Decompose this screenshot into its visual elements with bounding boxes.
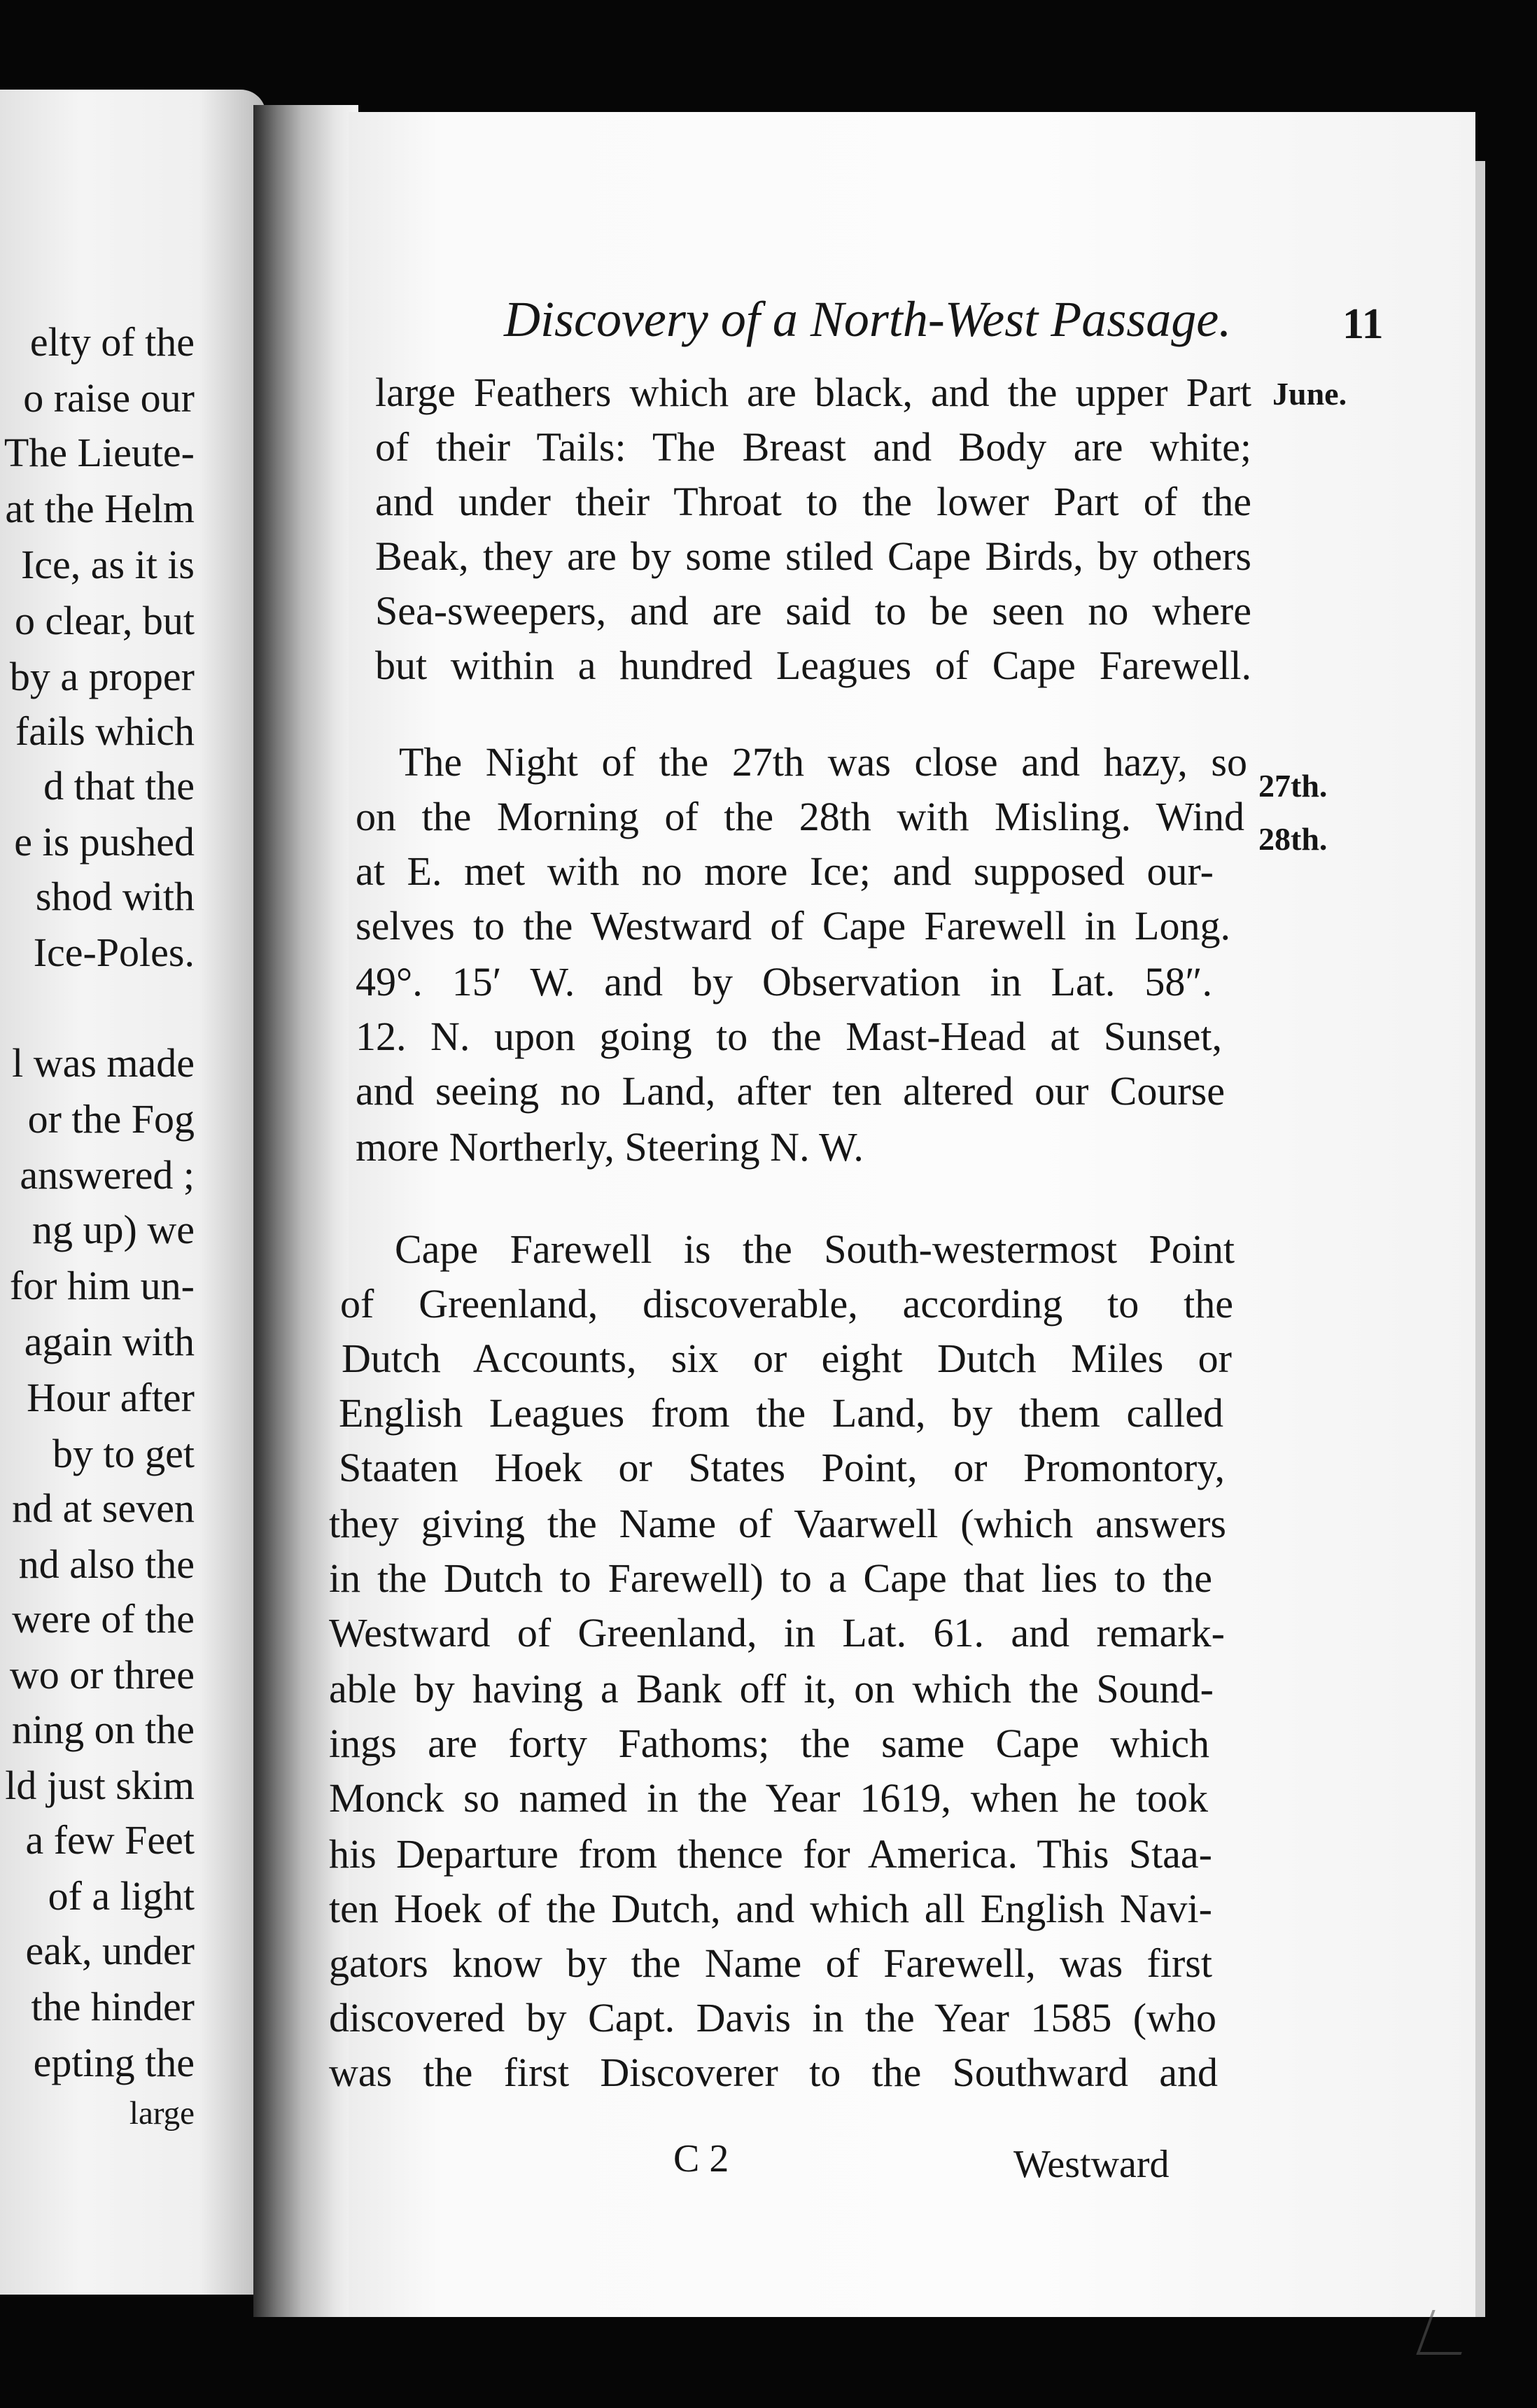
text-line: of Greenland, discoverable, according to the bbox=[340, 1281, 1233, 1326]
text-line: Staaten Hoek or States Point, or Promontory, bbox=[339, 1445, 1225, 1490]
text-line: 49°. 15′ W. and by Observation in Lat. 58″. bbox=[356, 959, 1212, 1004]
previous-page-line: e is pushed bbox=[14, 819, 195, 864]
previous-page-line: ng up) we bbox=[32, 1207, 195, 1252]
previous-page-line: o clear, but bbox=[15, 598, 195, 643]
previous-page-line: Ice-Poles. bbox=[33, 930, 195, 975]
text-line: large Feathers which are black, and the upper Part bbox=[375, 370, 1251, 415]
previous-page-line: of a light bbox=[48, 1873, 195, 1919]
previous-page-line: Hour after bbox=[27, 1375, 195, 1420]
text-line: his Departure from thence for America. This Staa- bbox=[329, 1831, 1212, 1877]
previous-page-line: ning on the bbox=[12, 1707, 195, 1752]
previous-page-line: again with bbox=[24, 1319, 195, 1364]
text-line: ings are forty Fathoms; the same Cape which bbox=[329, 1721, 1209, 1766]
text-line: and under their Throat to the lower Part of the bbox=[375, 479, 1251, 524]
text-line: Sea-sweepers, and are said to be seen no where bbox=[375, 588, 1251, 634]
text-line: they giving the Name of Vaarwell (which answers bbox=[329, 1501, 1226, 1546]
previous-page-line: for him un- bbox=[9, 1263, 195, 1308]
text-line: 12. N. upon going to the Mast-Head at Sunset, bbox=[356, 1014, 1222, 1059]
previous-page-line: a few Feet bbox=[25, 1817, 195, 1863]
page-number: 11 bbox=[1342, 300, 1384, 348]
previous-page-line: d that the bbox=[43, 763, 195, 808]
text-line: The Night of the 27th was close and hazy, so bbox=[399, 739, 1247, 785]
text-line: but within a hundred Leagues of Cape Farewell. bbox=[375, 643, 1251, 688]
text-line: Cape Farewell is the South-westermost Point bbox=[395, 1226, 1235, 1272]
previous-page-line: The Lieute- bbox=[3, 430, 195, 475]
text-line: in the Dutch to Farewell) to a Cape that lies to the bbox=[329, 1555, 1212, 1601]
previous-page-line: were of the bbox=[12, 1596, 195, 1642]
previous-page-line: l was made bbox=[12, 1040, 195, 1086]
text-line: Westward of Greenland, in Lat. 61. and remark- bbox=[329, 1610, 1225, 1656]
text-line: and seeing no Land, after ten altered our Course bbox=[356, 1068, 1225, 1114]
previous-page-line: at the Helm bbox=[5, 486, 195, 531]
previous-page-line: or the Fog bbox=[27, 1096, 195, 1142]
previous-page-line: the hinder bbox=[31, 1984, 195, 2029]
text-line: of their Tails: The Breast and Body are white; bbox=[375, 424, 1251, 470]
running-head-title: Discovery of a North-West Passage. bbox=[504, 291, 1232, 347]
text-line: discovered by Capt. Davis in the Year 1585 (who bbox=[329, 1995, 1216, 2040]
previous-page-line: elty of the bbox=[29, 319, 195, 365]
text-line: gators know by the Name of Farewell, was first bbox=[329, 1940, 1212, 1986]
text-line: was the first Discoverer to the Southward and bbox=[329, 2050, 1218, 2095]
previous-page-line: fails which bbox=[15, 708, 195, 754]
previous-page-line: ld just skim bbox=[5, 1763, 195, 1808]
previous-page-line: o raise our bbox=[23, 375, 195, 421]
previous-page-line: epting the bbox=[33, 2040, 195, 2085]
text-line: Monck so named in the Year 1619, when he took bbox=[329, 1775, 1208, 1821]
margin-note-27th: 27th. bbox=[1258, 768, 1328, 804]
text-line: at E. met with no more Ice; and supposed our- bbox=[356, 848, 1214, 894]
margin-note-june: June. bbox=[1272, 376, 1347, 412]
previous-page-line: wo or three bbox=[9, 1652, 195, 1698]
previous-page-line: nd also the bbox=[18, 1541, 195, 1587]
text-line: English Leagues from the Land, by them called bbox=[339, 1390, 1223, 1436]
catchword: Westward bbox=[1013, 2143, 1170, 2186]
previous-page-line: eak, under bbox=[25, 1928, 195, 1973]
text-line: more Northerly, Steering N. W. bbox=[356, 1124, 864, 1170]
signature-mark: C 2 bbox=[673, 2137, 729, 2180]
margin-note-28th: 28th. bbox=[1258, 821, 1328, 857]
text-line: ten Hoek of the Dutch, and which all English Navi- bbox=[329, 1886, 1212, 1931]
text-line: Beak, they are by some stiled Cape Birds, by others bbox=[375, 533, 1251, 579]
text-line: able by having a Bank off it, on which the Sound- bbox=[329, 1666, 1214, 1712]
previous-page-line: large bbox=[129, 2095, 195, 2132]
text-line: selves to the Westward of Cape Farewell in Long. bbox=[356, 903, 1230, 948]
previous-page-line: by a proper bbox=[9, 654, 195, 699]
text-line: Dutch Accounts, six or eight Dutch Miles or bbox=[342, 1336, 1232, 1381]
previous-page-line: Ice, as it is bbox=[20, 542, 195, 587]
previous-page-line: by to get bbox=[52, 1431, 195, 1476]
previous-page-line: nd at seven bbox=[12, 1485, 195, 1531]
previous-page-line: shod with bbox=[35, 874, 195, 919]
text-line: on the Morning of the 28th with Misling. Wind bbox=[356, 794, 1244, 839]
previous-page-line: answered ; bbox=[20, 1152, 195, 1198]
